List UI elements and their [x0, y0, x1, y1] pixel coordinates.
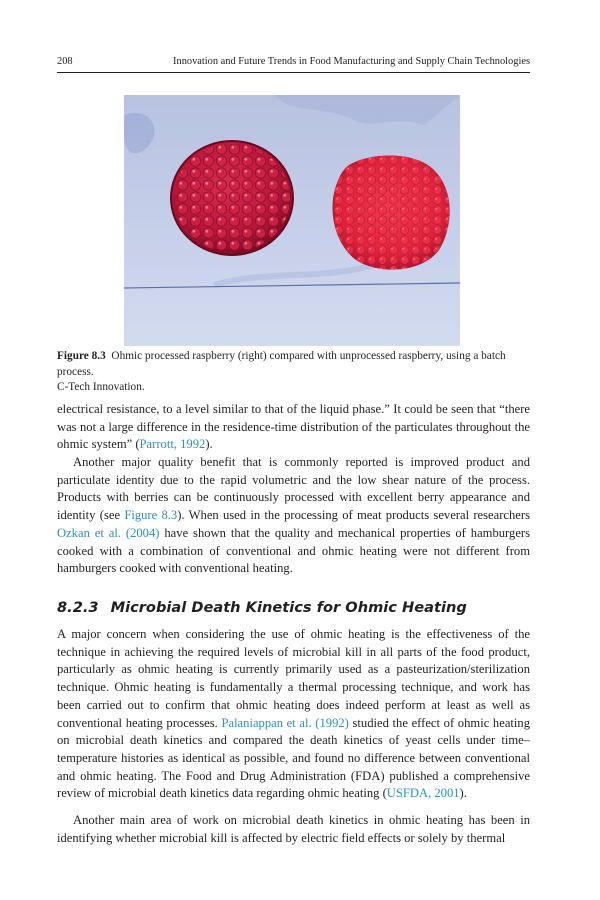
- paragraph-3: [57, 626, 530, 803]
- citation-link-usfda[interactable]: USFDA, 2001: [386, 786, 460, 801]
- unprocessed-raspberry: [171, 141, 293, 255]
- paragraph-1: [57, 401, 530, 454]
- page-number: 208: [57, 56, 73, 67]
- para2-text-2: ). When used in the processing of meat products several researchers: [177, 508, 530, 523]
- section-number: 8.2.3: [57, 599, 99, 616]
- para3-text-1: A major concern when considering the use of ohmic heating is the effectiveness of the technique in achieving the required levels of microbial kill in all parts of the food product, particularly as ohmic heating is currently primarily used as a pasteurization/sterilization technique. Ohmic heating is fundamentally a thermal processing technique, and work has been carried out to confirm that ohmic heating does indeed perform at least as well as conventional heating processes.: [57, 627, 530, 730]
- section-heading: [57, 599, 530, 616]
- figure-credit: C-Tech Innovation.: [57, 381, 145, 393]
- section-title: Microbial Death Kinetics for Ohmic Heating: [110, 599, 467, 616]
- running-title: Innovation and Future Trends in Food Manufacturing and Supply Chain Technologies: [173, 56, 530, 67]
- para2-text-1: Another major quality benefit that is commonly reported is improved product and particulate identity due to the rapid volumetric and the low shear nature of the process. Products with berries can be continuously processed with excellent berry appearance and identity (see: [57, 455, 530, 523]
- para3-text-2: studied the effect of ohmic heating on microbial death kinetics and compared the death kinetics of yeast cells under time–temperature histories as identical as possible, and found no difference between conventional and ohmic heating. The Food and Drug Administration (FDA) published a comprehensive review of microbial death kinetics data regarding ohmic heating (: [57, 715, 530, 801]
- figure-ref-link[interactable]: Figure 8.3: [124, 508, 178, 523]
- paragraph-2: [57, 454, 530, 578]
- caption-text: Ohmic processed raspberry (right) compared with unprocessed raspberry, using a batch process.: [57, 350, 506, 378]
- para4-text-1: Another main area of work on microbial death kinetics in ohmic heating has been in identifying whether microbial kill is affected by electric field effects or solely by thermal: [57, 813, 530, 845]
- para2-text-3: have shown that the quality and mechanical properties of hamburgers cooked with a combination of conventional and ohmic heating were not different from hamburgers cooked with conventional heating.: [57, 525, 531, 576]
- para1-text-1: electrical resistance, to a level similar to that of the liquid phase.” It could be seen that “there was not a large difference in the residence-time distribution of the particulates throughout the ohmic system” (: [57, 402, 530, 452]
- para1-text-2: ).: [205, 437, 213, 452]
- paragraph-4: [57, 812, 530, 847]
- raspberry-photo: [124, 95, 460, 346]
- para3-text-3: ).: [459, 786, 467, 801]
- running-header: [57, 56, 530, 73]
- figure-label: Figure 8.3: [57, 350, 106, 362]
- figure-caption: [57, 349, 530, 396]
- citation-link-parrott[interactable]: Parrott, 1992: [139, 437, 206, 452]
- citation-link-ozkan[interactable]: Ozkan et al. (2004): [57, 525, 160, 540]
- citation-link-palaniappan[interactable]: Palaniappan et al. (1992): [221, 715, 349, 730]
- processed-raspberry: [332, 155, 449, 269]
